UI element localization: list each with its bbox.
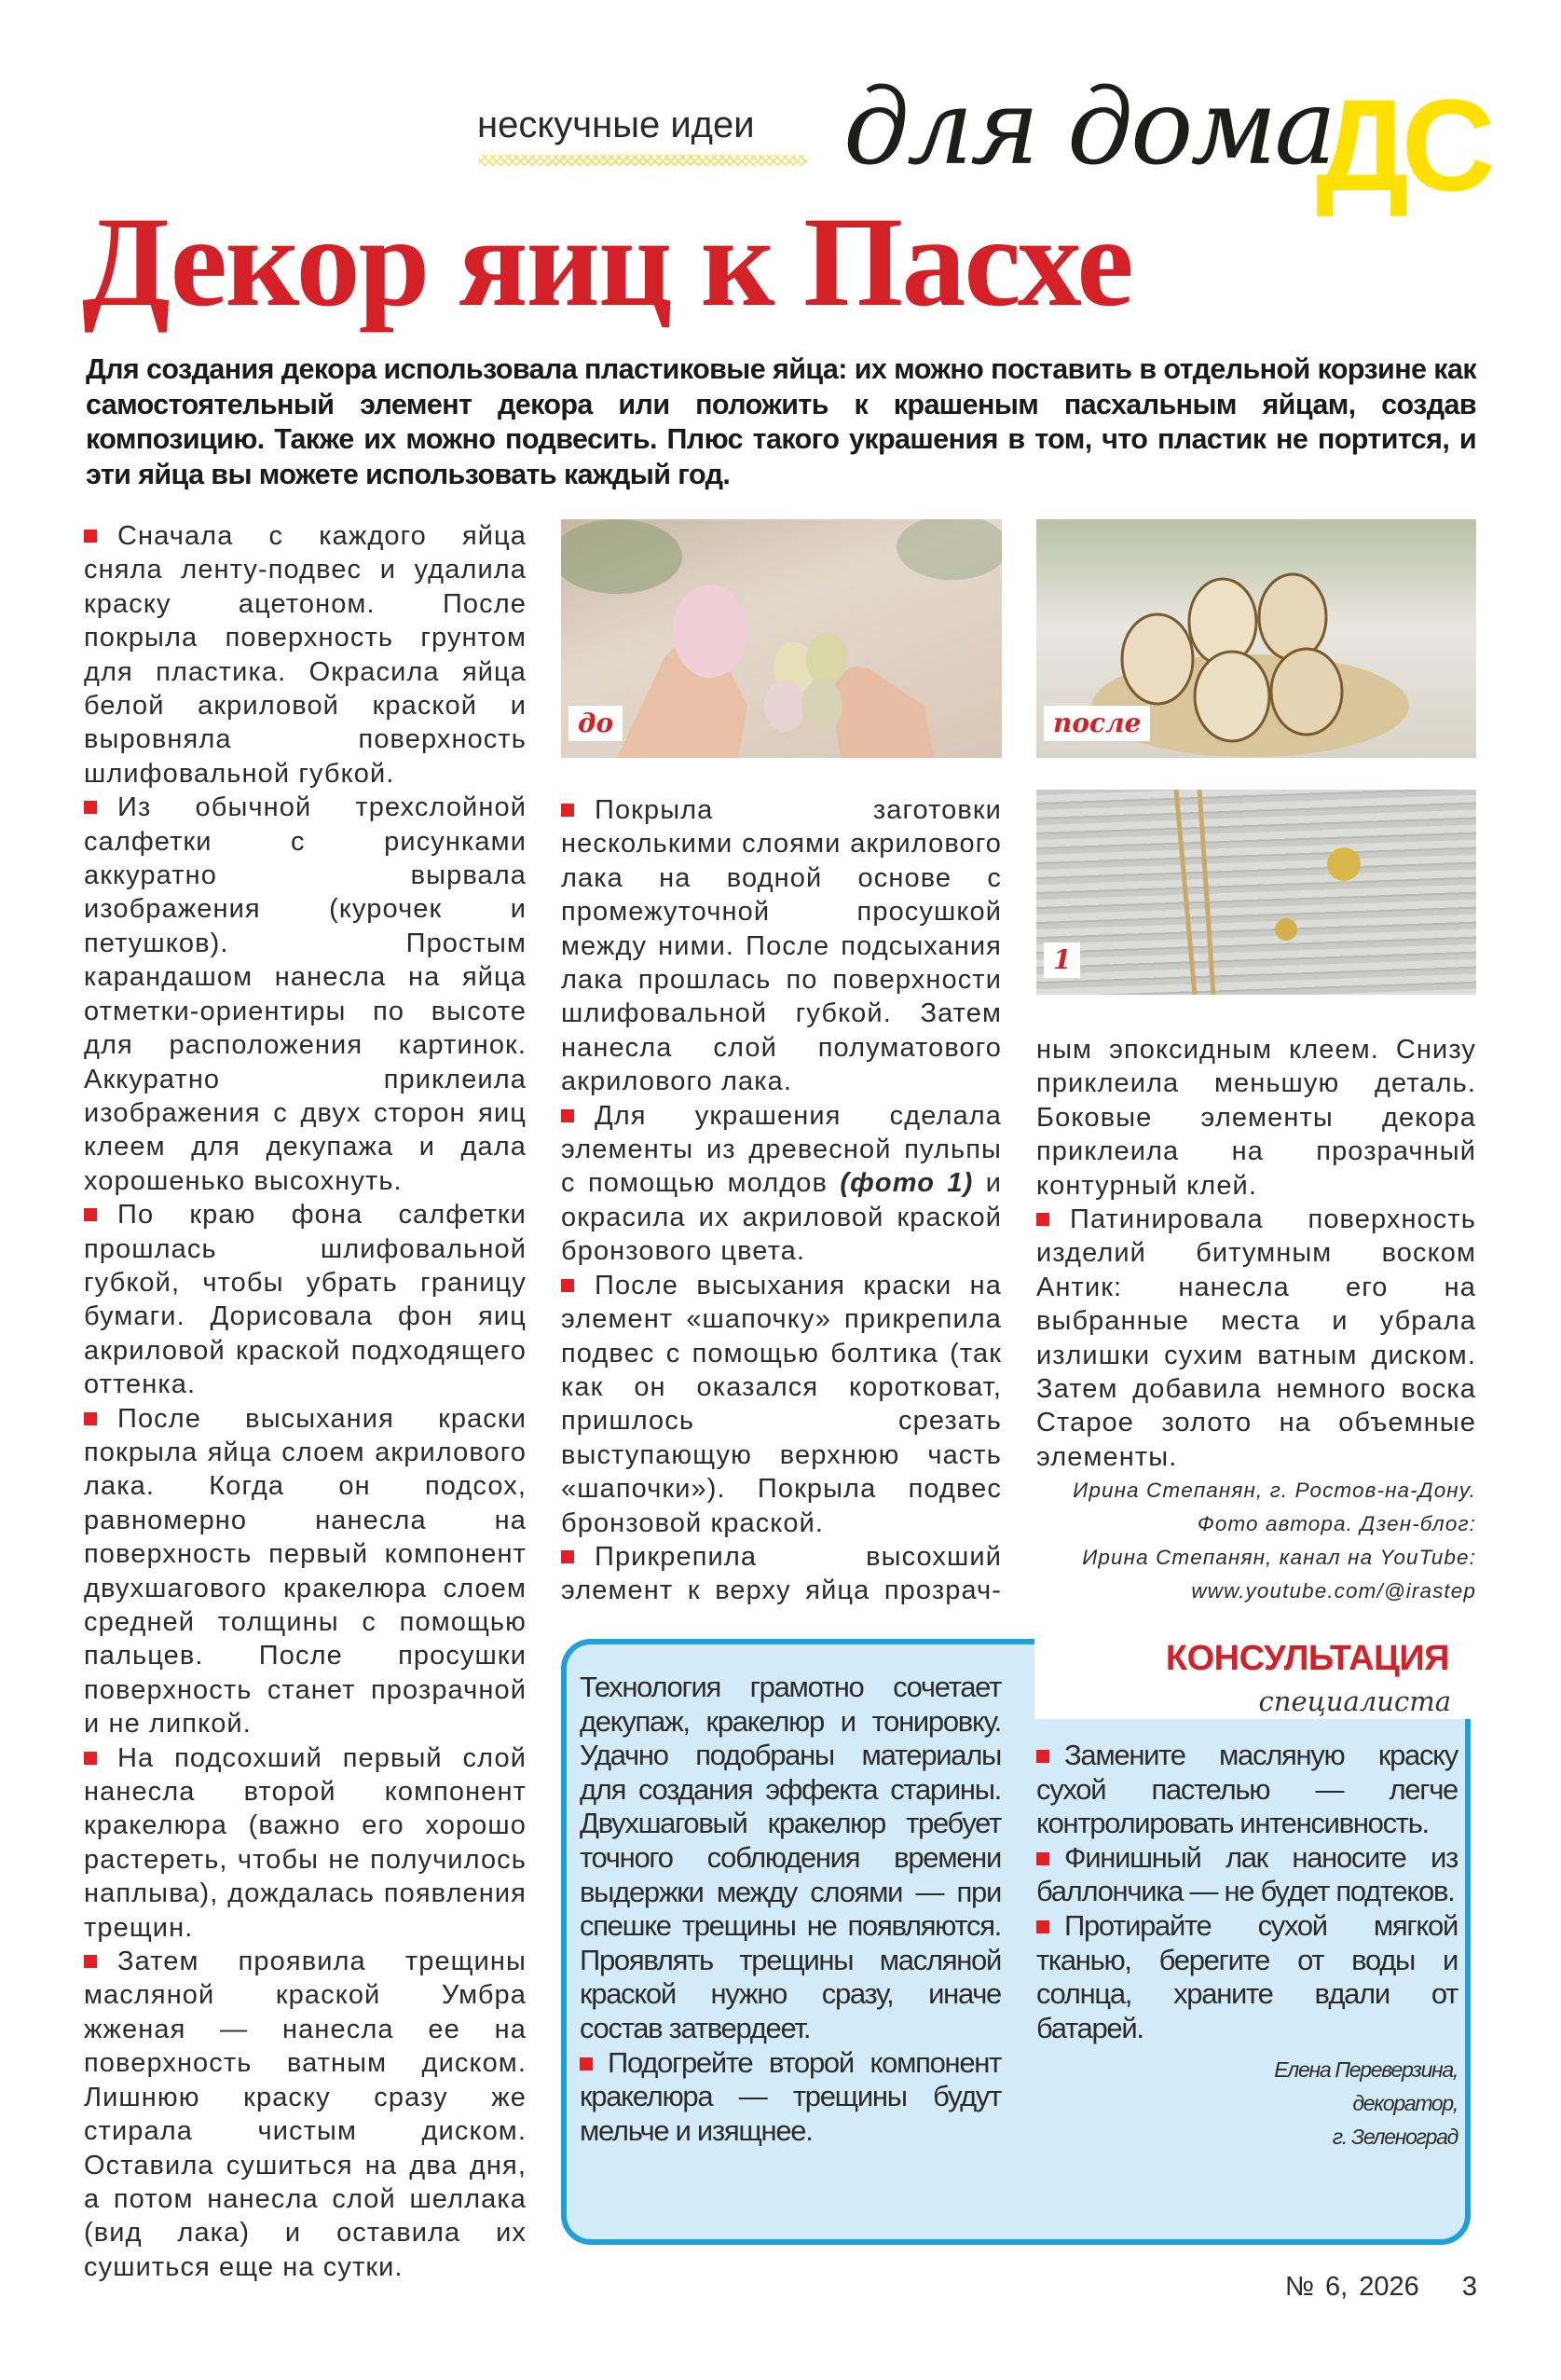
consultation-right-column: [1036, 1739, 1458, 2153]
paragraph-text: и окрасила их акриловой краской бронзового цвета.: [561, 1168, 1002, 1267]
bullet-icon: [84, 801, 97, 814]
tip-text: Подогрейте второй компонент кракелюра — трещины будут мельче и изящнее.: [580, 2045, 1001, 2147]
bullet-icon: [561, 1279, 574, 1292]
expert-signature: [1036, 2053, 1458, 2153]
rubric-label: нескучные идеи: [477, 104, 755, 145]
photo-reference: (фото 1): [840, 1168, 974, 1199]
consultation-left-column: [580, 1671, 1001, 2148]
bullet-icon: [1036, 1213, 1049, 1226]
page-number: 3: [1461, 2272, 1477, 2302]
paragraph-text: По краю фона салфетки прошлась шлифовальной губкой, чтобы убрать границу бумаги. Дорисовала фон яиц акриловой краской подходящего оттенка.: [84, 1200, 527, 1400]
section-title: для дома: [843, 67, 1335, 188]
step-paragraph: [1036, 1203, 1476, 1474]
photo-before: [561, 519, 1002, 758]
consultation-subheading: специалиста: [1258, 1685, 1451, 1717]
step-paragraph: [84, 519, 527, 791]
youtube-link[interactable]: www.youtube.com/@irastep: [1191, 1579, 1476, 1603]
author-name: Ирина Степанян, г. Ростов-на-Дону.: [1073, 1479, 1476, 1503]
paragraph-text: Из обычной трехслойной салфетки с рисунками аккуратно вырвала изображения (курочек и петушков). Простым карандашом нанесла на яйца отметки-ориентиры по высоте для расположения картинок. Аккуратно приклеила изображения с двух сторон яиц клеем для декупажа и дала хорошенько высохнуть.: [84, 792, 527, 1196]
after-label: после: [1044, 706, 1150, 741]
photo-after: [1036, 519, 1476, 758]
photo-1-label: 1: [1044, 942, 1080, 978]
paragraph-text: Прикрепила высохший элемент к верху яйца прозрач-: [561, 1541, 1002, 1606]
wood-pulp-elements-illustration: [1036, 790, 1476, 995]
step-paragraph: [561, 1099, 1002, 1269]
paragraph-text: Затем проявила трещины масляной краской Умбра жженая — нанесла ее на поверхность ватным диском. Лишнюю краску сразу же стирала чистым диском. Оставила сушиться на два дня, а потом нанесла слой шеллака (вид лака) и оставила их сушиться еще на сутки.: [84, 1947, 527, 2282]
consultation-tip: [1036, 1739, 1458, 1841]
paragraph-text: После высыхания краски покрыла яйца слоем акрилового лака. Когда он подсох, равномерно нанесла на поверхность первый компонент двухшагового кракелюра слоем средней толщины с помощью пальцев. После просушки поверхность станет прозрачной и не липкой.: [84, 1403, 527, 1740]
step-paragraph-continued: [1036, 1033, 1476, 1203]
step-paragraph: [84, 1741, 527, 1945]
consultation-heading: КОНСУЛЬТАЦИЯ: [1165, 1639, 1449, 1678]
hands-with-eggs-illustration: [561, 519, 1002, 758]
bullet-icon: [84, 1412, 97, 1425]
column-1: [84, 519, 527, 2284]
paragraph-text: Патинировала поверхность изделий битумным воском Антик: нанесла его на выбранные места и убрала излишки сухим ватным диском. Затем добавила немного воска Старое золото на объемные элементы.: [1036, 1204, 1476, 1472]
article-title: Декор яиц к Пасхе: [82, 190, 1132, 333]
column-2: [561, 793, 1002, 1608]
bullet-icon: [84, 530, 97, 543]
bullet-icon: [1036, 1852, 1049, 1865]
tip-text: Финишный лак наносите из баллончика — не будет подтеков.: [1036, 1840, 1458, 1908]
step-paragraph: [561, 1540, 1002, 1608]
page-footer: [1285, 2272, 1477, 2303]
issue-number: № 6, 2026: [1284, 2272, 1419, 2302]
bullet-icon: [1036, 1750, 1049, 1763]
photo-credit: Фото автора. Дзен-блог:: [1197, 1512, 1476, 1536]
step-paragraph: [84, 791, 527, 1198]
bullet-icon: [84, 1752, 97, 1765]
consultation-tip: [1036, 1909, 1458, 2045]
youtube-channel: Ирина Степанян, канал на YouTube:: [1082, 1546, 1476, 1570]
column-3: [1036, 1033, 1476, 1608]
paragraph-text: Для украшения сделала элементы из древесной пульпы с помощью молдов: [561, 1100, 1002, 1199]
consultation-tip: [1036, 1841, 1458, 1909]
bullet-icon: [561, 804, 574, 817]
paragraph-text: Покрыла заготовки несколькими слоями акрилового лака на водной основе с промежуточной просушкой между ними. После подсыхания лака прошлась по поверхности шлифовальной губкой. Затем нанесла слой полуматового акрилового лака.: [561, 795, 1002, 1097]
paragraph-text: После высыхания краски на элемент «шапочку» прикрепила подвес с помощью болтика (так как он оказался коротковат, пришлось срезать выступающую верхнюю часть «шапочки»). Покрыла подвес бронзовой краской.: [561, 1270, 1002, 1538]
tip-text: Протирайте сухой мягкой тканью, берегите от воды и солнца, храните вдали от батарей.: [1036, 1908, 1458, 2044]
consultation-text: Технология грамотно сочетает декупаж, кракелюр и тонировку. Удачно подобраны материалы для создания эффекта старины. Двухшаговый кракелюр требует точного соблюдения времени выдержки между слоями — при спешке трещины не появляются. Проявлять трещины масляной краской нужно сразу, иначе состав затвердеет.: [580, 1671, 1001, 2044]
bullet-icon: [1036, 1920, 1049, 1933]
bullet-icon: [561, 1550, 574, 1563]
consultation-tip: [580, 2046, 1001, 2149]
author-attribution: [1036, 1474, 1476, 1608]
step-paragraph: [84, 1402, 527, 1741]
bullet-icon: [84, 1208, 97, 1221]
step-paragraph: [561, 1269, 1002, 1540]
expert-role: декоратор,: [1352, 2091, 1458, 2116]
step-paragraph: [84, 1945, 527, 2284]
expert-name: Елена Переверзина,: [1274, 2057, 1458, 2083]
before-label: до: [568, 706, 623, 741]
rubric-underline-decoration: [479, 155, 807, 166]
photo-1: [1036, 790, 1476, 995]
bullet-icon: [84, 1955, 97, 1968]
bullet-icon: [580, 2057, 593, 2070]
paragraph-text: ным эпоксидным клеем. Снизу приклеила меньшую деталь. Боковые элементы декора приклеила на прозрачный контурный клей.: [1036, 1035, 1476, 1201]
step-paragraph: [561, 793, 1002, 1099]
step-paragraph: [84, 1198, 527, 1401]
article-intro: Для создания декора использовала пластиковые яйца: их можно поставить в отдельной корзине как самостоятельный элемент декора или положить к крашеным пасхальным яйцам, создав композицию. Также их можно подвесить. Плюс такого украшения в том, что пластик не портится, и эти яйца вы можете использовать каждый год.: [86, 353, 1476, 490]
tip-text: Замените масляную краску сухой пастелью — легче контролировать интенсивность.: [1036, 1739, 1458, 1840]
paragraph-text: Сначала с каждого яйца сняла ленту-подвес и удалила краску ацетоном. После покрыла поверхность грунтом для пластика. Окрасила яйца белой акриловой краской и выровняла поверхность шлифовальной губкой.: [84, 521, 527, 789]
paragraph-text: На подсохший первый слой нанесла второй компонент кракелюра (важно его хорошо растереть, чтобы не получилось наплыва), дождалась появления трещин.: [84, 1742, 527, 1943]
magazine-logo: ДС: [1316, 72, 1488, 218]
bullet-icon: [561, 1109, 574, 1122]
expert-city: г. Зеленоград: [1332, 2125, 1458, 2150]
